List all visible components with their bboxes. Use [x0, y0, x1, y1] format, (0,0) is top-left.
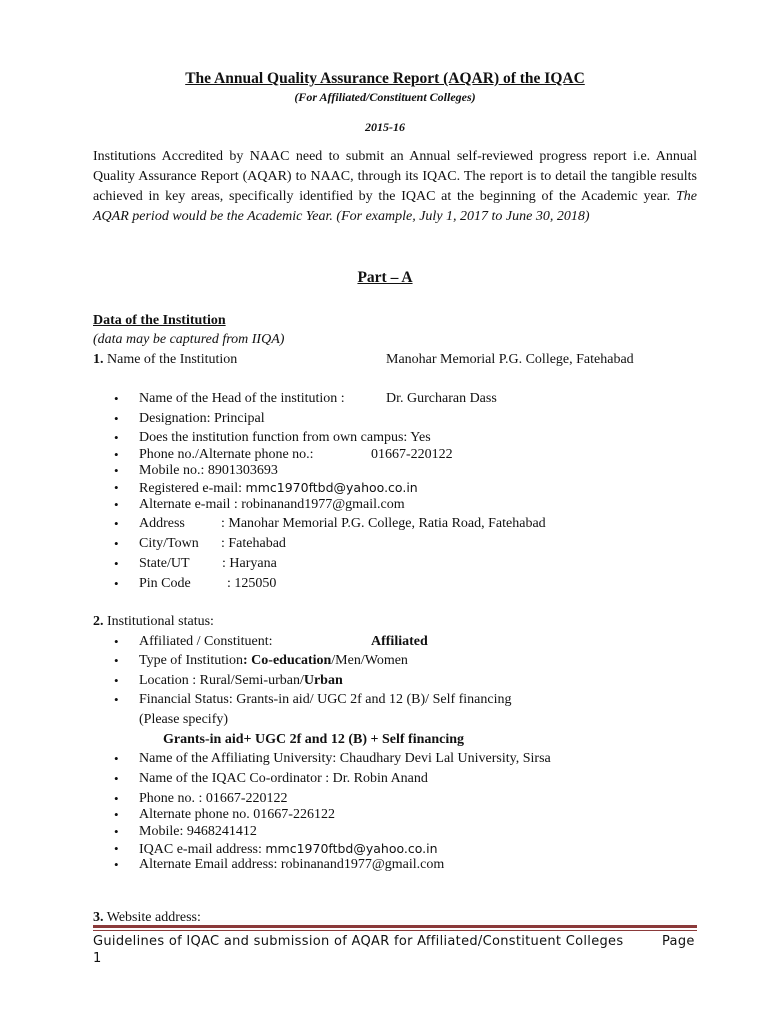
q2-label: Institutional status:: [107, 614, 214, 629]
alternate-email: Alternate e-mail : robinanand1977@gmail.com: [139, 497, 405, 512]
document-subtitle: (For Affiliated/Constituent Colleges): [294, 90, 476, 104]
iqac-alt-email: Alternate Email address: robinanand1977@gmail.com: [139, 857, 445, 872]
institution-note: (data may be captured from IIQA): [93, 332, 285, 347]
registered-email-value: mmc1970ftbd@yahoo.co.in: [245, 480, 418, 495]
footer-rule-thin: [93, 930, 697, 931]
bullet-icon: •: [114, 807, 119, 822]
head-value: Dr. Gurcharan Dass: [386, 391, 497, 406]
q3-number: 3.: [93, 910, 104, 925]
q1-row: [93, 352, 237, 368]
phone-label: Phone no./Alternate phone no.:: [139, 447, 314, 462]
bullet-icon: •: [114, 673, 119, 688]
designation: Designation: Principal: [139, 411, 265, 426]
type-selected: : Co-education: [243, 653, 332, 668]
address-value: : Manohar Memorial P.G. College, Ratia Road, Fatehabad: [221, 516, 546, 531]
please-specify: (Please specify): [139, 712, 229, 727]
location: [139, 673, 343, 689]
bullet-icon: •: [114, 463, 119, 478]
bullet-icon: •: [114, 841, 119, 856]
state-label: State/UT: [139, 556, 190, 571]
footer-rule-thick: [93, 925, 697, 928]
intro-text: Institutions Accredited by NAAC need to submit an Annual self-reviewed progress report i.e. Annual Quality Assurance Report (AQAR) to NAAC, through its IQAC. The report is to detail the tangible results achieved in key areas, specifically identified by the IQAC at the beginning of the Academic year.: [93, 149, 697, 204]
q3-row: [93, 910, 201, 926]
bullet-icon: •: [114, 480, 119, 495]
affiliating-university: Name of the Affiliating University: Chaudhary Devi Lal University, Sirsa: [139, 751, 551, 766]
institution-heading: Data of the Institution: [93, 313, 226, 328]
registered-email-label: Registered e-mail:: [139, 481, 243, 496]
bullet-icon: •: [114, 447, 119, 462]
institution-type: [139, 653, 408, 669]
affiliated-value: Affiliated: [371, 634, 428, 649]
financial-status: Financial Status: Grants-in aid/ UGC 2f and 12 (B)/ Self financing: [139, 692, 512, 707]
bullet-icon: •: [114, 556, 119, 571]
location-selected: Urban: [303, 673, 343, 688]
footer-page-number: 1: [93, 951, 102, 966]
bullet-icon: •: [114, 391, 119, 406]
bullet-icon: •: [114, 411, 119, 426]
footer: [93, 934, 697, 949]
address-label: Address: [139, 516, 185, 531]
part-a-heading: Part – A: [357, 269, 413, 286]
bullet-icon: •: [114, 576, 119, 591]
document-title: The Annual Quality Assurance Report (AQAR) of the IQAC: [185, 70, 585, 87]
iqac-phone: Phone no. : 01667-220122: [139, 791, 288, 806]
state-value: : Haryana: [222, 556, 277, 571]
q1-value: Manohar Memorial P.G. College, Fatehabad: [386, 352, 634, 367]
iqac-email: [139, 841, 438, 858]
bullet-icon: •: [114, 516, 119, 531]
q1-label: Name of the Institution: [107, 352, 238, 367]
q3-label: Website address:: [106, 910, 201, 925]
footer-page-label: Page: [662, 934, 695, 949]
bullet-icon: •: [114, 824, 119, 839]
bullet-icon: •: [114, 791, 119, 806]
registered-email: [139, 480, 418, 497]
bullet-icon: •: [114, 497, 119, 512]
affiliated-label: Affiliated / Constituent:: [139, 634, 273, 649]
report-year: 2015-16: [365, 120, 405, 134]
iqac-mobile: Mobile: 9468241412: [139, 824, 257, 839]
iqac-alt-phone: Alternate phone no. 01667-226122: [139, 807, 335, 822]
location-prefix: Location : Rural/Semi-urban/: [139, 673, 304, 688]
mobile: Mobile no.: 8901303693: [139, 463, 278, 478]
intro-italic: The AQAR period would be the Academic Year. (For example, July 1, 2017 to June 30, 2018): [93, 189, 698, 224]
own-campus: Does the institution function from own campus: Yes: [139, 430, 431, 445]
financial-value: Grants-in aid+ UGC 2f and 12 (B) + Self financing: [163, 732, 465, 747]
pin-label: Pin Code: [139, 576, 191, 591]
q1-number: 1.: [93, 352, 104, 367]
city-label: City/Town: [139, 536, 199, 551]
bullet-icon: •: [114, 771, 119, 786]
iqac-email-label: IQAC e-mail address:: [139, 842, 262, 857]
bullet-icon: •: [114, 634, 119, 649]
phone-value: 01667-220122: [371, 447, 453, 462]
bullet-icon: •: [114, 430, 119, 445]
bullet-icon: •: [114, 653, 119, 668]
type-suffix: /Men/Women: [331, 653, 408, 668]
iqac-email-value: mmc1970ftbd@yahoo.co.in: [265, 841, 438, 856]
city-value: : Fatehabad: [221, 536, 286, 551]
bullet-icon: •: [114, 692, 119, 707]
iqac-coordinator: Name of the IQAC Co-ordinator : Dr. Robin Anand: [139, 771, 428, 786]
head-label: Name of the Head of the institution :: [139, 391, 345, 406]
type-prefix: Type of Institution: [139, 653, 244, 668]
bullet-icon: •: [114, 536, 119, 551]
bullet-icon: •: [114, 751, 119, 766]
footer-text: Guidelines of IQAC and submission of AQAR for Affiliated/Constituent Colleges: [93, 934, 624, 949]
q2-number: 2.: [93, 614, 104, 629]
q2-row: [93, 614, 214, 630]
pin-value: : 125050: [227, 576, 277, 591]
bullet-icon: •: [114, 857, 119, 872]
intro-paragraph: [93, 147, 697, 227]
